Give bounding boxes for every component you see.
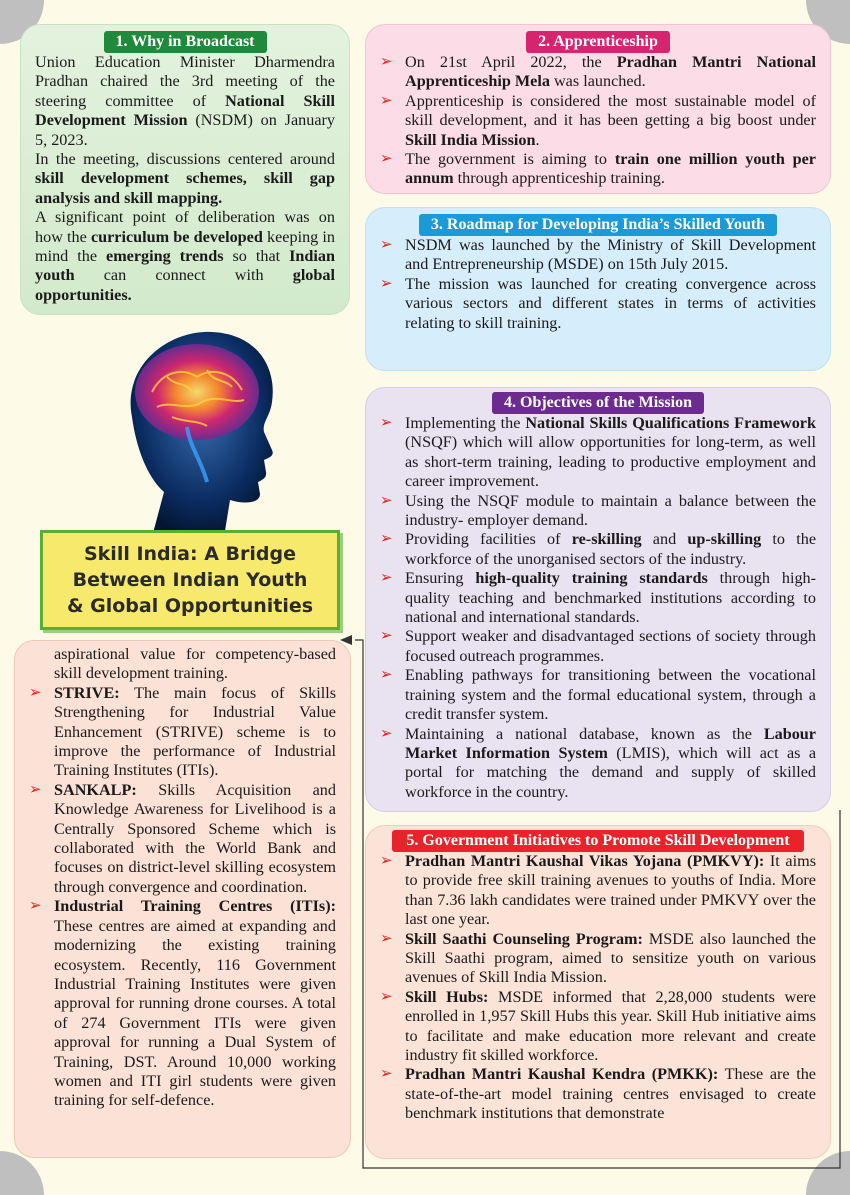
section-roadmap: [365, 207, 831, 371]
list-item: ➢ Implementing the National Skills Qualifications Framework (NSQF) which will allow opportunities for long-term, as well as short-term training, leading to productive employment and career improvement.: [380, 414, 816, 492]
list-item: ➢ Industrial Training Centres (ITIs): These centres are aimed at expanding and modernizing the existing training ecosystem. Recently, 116 Government Industrial Training Institutes were given approval for running drone courses. A total of 274 Government ITIs were given approval for running a Dual System of Training, DST. Around 10,000 working women and ITI girl students were given training for self-defence.: [29, 897, 336, 1110]
continued-text: aspirational value for competency-based skill development training.: [54, 645, 336, 683]
list-item: ➢ The mission was launched for creating convergence across various sectors and different states in terms of activities relating to skill training.: [380, 275, 816, 333]
list-item: ➢ Providing facilities of re-skilling and up-skilling to the workforce of the unorganised sectors of the industry.: [380, 530, 816, 569]
list-item: ➢ SANKALP: Skills Acquisition and Knowledge Awareness for Livelihood is a Centrally Sponsored Scheme which is collaborated with the World Bank and focuses on district-level skilling ecosystem through convergence and coordination.: [29, 781, 336, 897]
section-apprenticeship: [365, 24, 831, 194]
paragraph: Union Education Minister Dharmendra Pradhan chaired the 3rd meeting of the steering committee of National Skill Development Mission (NSDM) on January 5, 2023.: [35, 53, 335, 149]
list-item: ➢ Support weaker and disadvantaged sections of society through focused outreach programmes.: [380, 627, 816, 666]
paragraph: A significant point of deliberation was on how the curriculum be developed keeping in mind the emerging trends so that Indian youth can connect with global opportunities.: [35, 208, 336, 304]
section-heading: 1. Why in Broadcast: [104, 31, 267, 53]
list-item: ➢ The government is aiming to train one million youth per annum through apprenticeship training.: [380, 150, 816, 189]
list-item: ➢ Pradhan Mantri Kaushal Kendra (PMKK): These are the state-of-the-art model training centres envisaged to create benchmark institutions that demonstrate: [380, 1065, 816, 1123]
list-item: ➢ Ensuring high-quality training standards through high-quality teaching and benchmarked institutions according to national and international standards.: [380, 569, 816, 627]
section-heading: 4. Objectives of the Mission: [492, 392, 704, 414]
bullet-list: [29, 684, 336, 1111]
section-objectives: [365, 387, 831, 812]
list-item: ➢ STRIVE: The main focus of Skills Strengthening for Industrial Value Enhancement (STRIVE) scheme is to improve the performance of Industrial Training Institutes (ITIs).: [29, 684, 336, 781]
section-government-initiatives: [365, 825, 831, 1159]
list-item: ➢ On 21st April 2022, the Pradhan Mantri National Apprenticeship Mela was launched.: [380, 53, 816, 92]
section-why-in-broadcast: [20, 24, 350, 315]
list-item: ➢ Pradhan Mantri Kaushal Vikas Yojana (PMKVY): It aims to provide free skill training avenues to youths of India. More than 7.36 lakh candidates were trained under PMKVY over the last one year.: [380, 852, 816, 930]
list-item: ➢ Skill Saathi Counseling Program: MSDE also launched the Skill Saathi program, aimed to sensitize youth on various avenues of Skill India Mission.: [380, 930, 816, 988]
list-item: ➢ Maintaining a national database, known as the Labour Market Information System (LMIS), which will act as a portal for matching the demand and supply of skilled workforce in the country.: [380, 725, 816, 803]
title-card: [40, 530, 340, 630]
section-heading: 5. Government Initiatives to Promote Skill Development: [392, 830, 803, 852]
list-item: ➢ Skill Hubs: MSDE informed that 2,28,000 students were enrolled in 1,957 Skill Hubs this year. Skill Hub initiative aims to facilitate and make education more relevant and create industry fit skilled workforce.: [380, 988, 816, 1066]
paragraph: In the meeting, discussions centered around skill development schemes, skill gap analysis and skill mapping.: [35, 150, 335, 207]
list-item: ➢ NSDM was launched by the Ministry of Skill Development and Entrepreneurship (MSDE) on 15th July 2015.: [380, 236, 816, 275]
main-title: Skill India: A Bridge Between Indian Youth & Global Opportunities: [66, 543, 314, 617]
section-initiatives-continued: [14, 640, 351, 1158]
list-item: ➢ Enabling pathways for transitioning between the vocational training system and the formal educational system, through a credit transfer system.: [380, 666, 816, 724]
glowing-brain-head-icon: [112, 322, 287, 537]
list-item: ➢ Apprenticeship is considered the most sustainable model of skill development, and it has been getting a big boost under Skill India Mission.: [380, 92, 816, 150]
paragraph-list: [35, 53, 335, 305]
bullet-list: [380, 236, 816, 333]
section-heading: 3. Roadmap for Developing India’s Skilled Youth: [419, 214, 777, 236]
bullet-list: [380, 414, 816, 802]
bullet-list: [380, 53, 816, 189]
section-heading: 2. Apprenticeship: [526, 31, 670, 53]
bullet-list: [380, 852, 816, 1124]
list-item: ➢ Using the NSQF module to maintain a balance between the industry- employer demand.: [380, 492, 816, 531]
